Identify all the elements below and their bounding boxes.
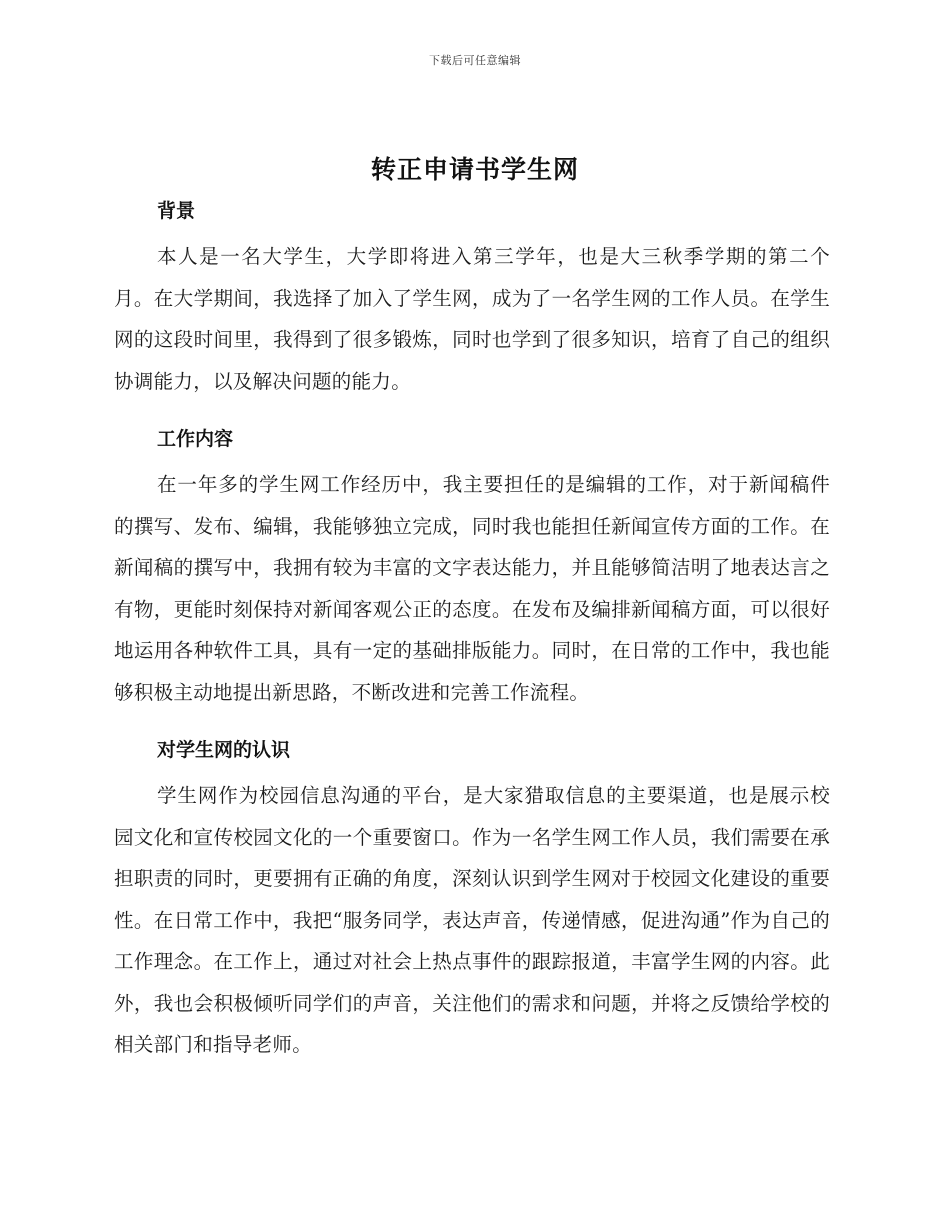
document-body <box>114 192 830 1066</box>
section-paragraph-work-content: 在一年多的学生网工作经历中，我主要担任的是编辑的工作，对于新闻稿件的撰写、发布、编辑，我能够独立完成，同时我也能担任新闻宣传方面的工作。在新闻稿的撰写中，我拥有较为丰富的文字表达能力，并且能够简洁明了地表达言之有物，更能时刻保持对新闻客观公正的态度。在发布及编排新闻稿方面，可以很好地运用各种软件工具，具有一定的基础排版能力。同时，在日常的工作中，我也能够积极主动地提出新思路，不断改进和完善工作流程。 <box>114 473 830 704</box>
section-heading-work-content: 工作内容 <box>157 428 234 450</box>
section-heading-background: 背景 <box>157 200 196 222</box>
document-title: 转正申请书学生网 <box>370 155 579 184</box>
section-paragraph-understanding: 学生网作为校园信息沟通的平台，是大家猎取信息的主要渠道，也是展示校园文化和宣传校园文化的一个重要窗口。作为一名学生网工作人员，我们需要在承担职责的同时，更要拥有正确的角度，深刻认识到学生网对于校园文化建设的重要性。在日常工作中，我把“服务同学，表达声音，传递情感，促进沟通”作为自己的工作理念。在工作上，通过对社会上热点事件的跟踪报道，丰富学生网的内容。此外，我也会积极倾听同学们的声音，关注他们的需求和问题，并将之反馈给学校的相关部门和指导老师。 <box>114 784 830 1056</box>
section-paragraph-background: 本人是一名大学生，大学即将进入第三学年，也是大三秋季学期的第二个月。在大学期间，我选择了加入了学生网，成为了一名学生网的工作人员。在学生网的这段时间里，我得到了很多锻炼，同时也学到了很多知识，培育了自己的组织协调能力，以及解决问题的能力。 <box>114 245 830 393</box>
section-heading-understanding: 对学生网的认识 <box>157 739 291 761</box>
page-header-note: 下载后可任意编辑 <box>429 54 521 67</box>
